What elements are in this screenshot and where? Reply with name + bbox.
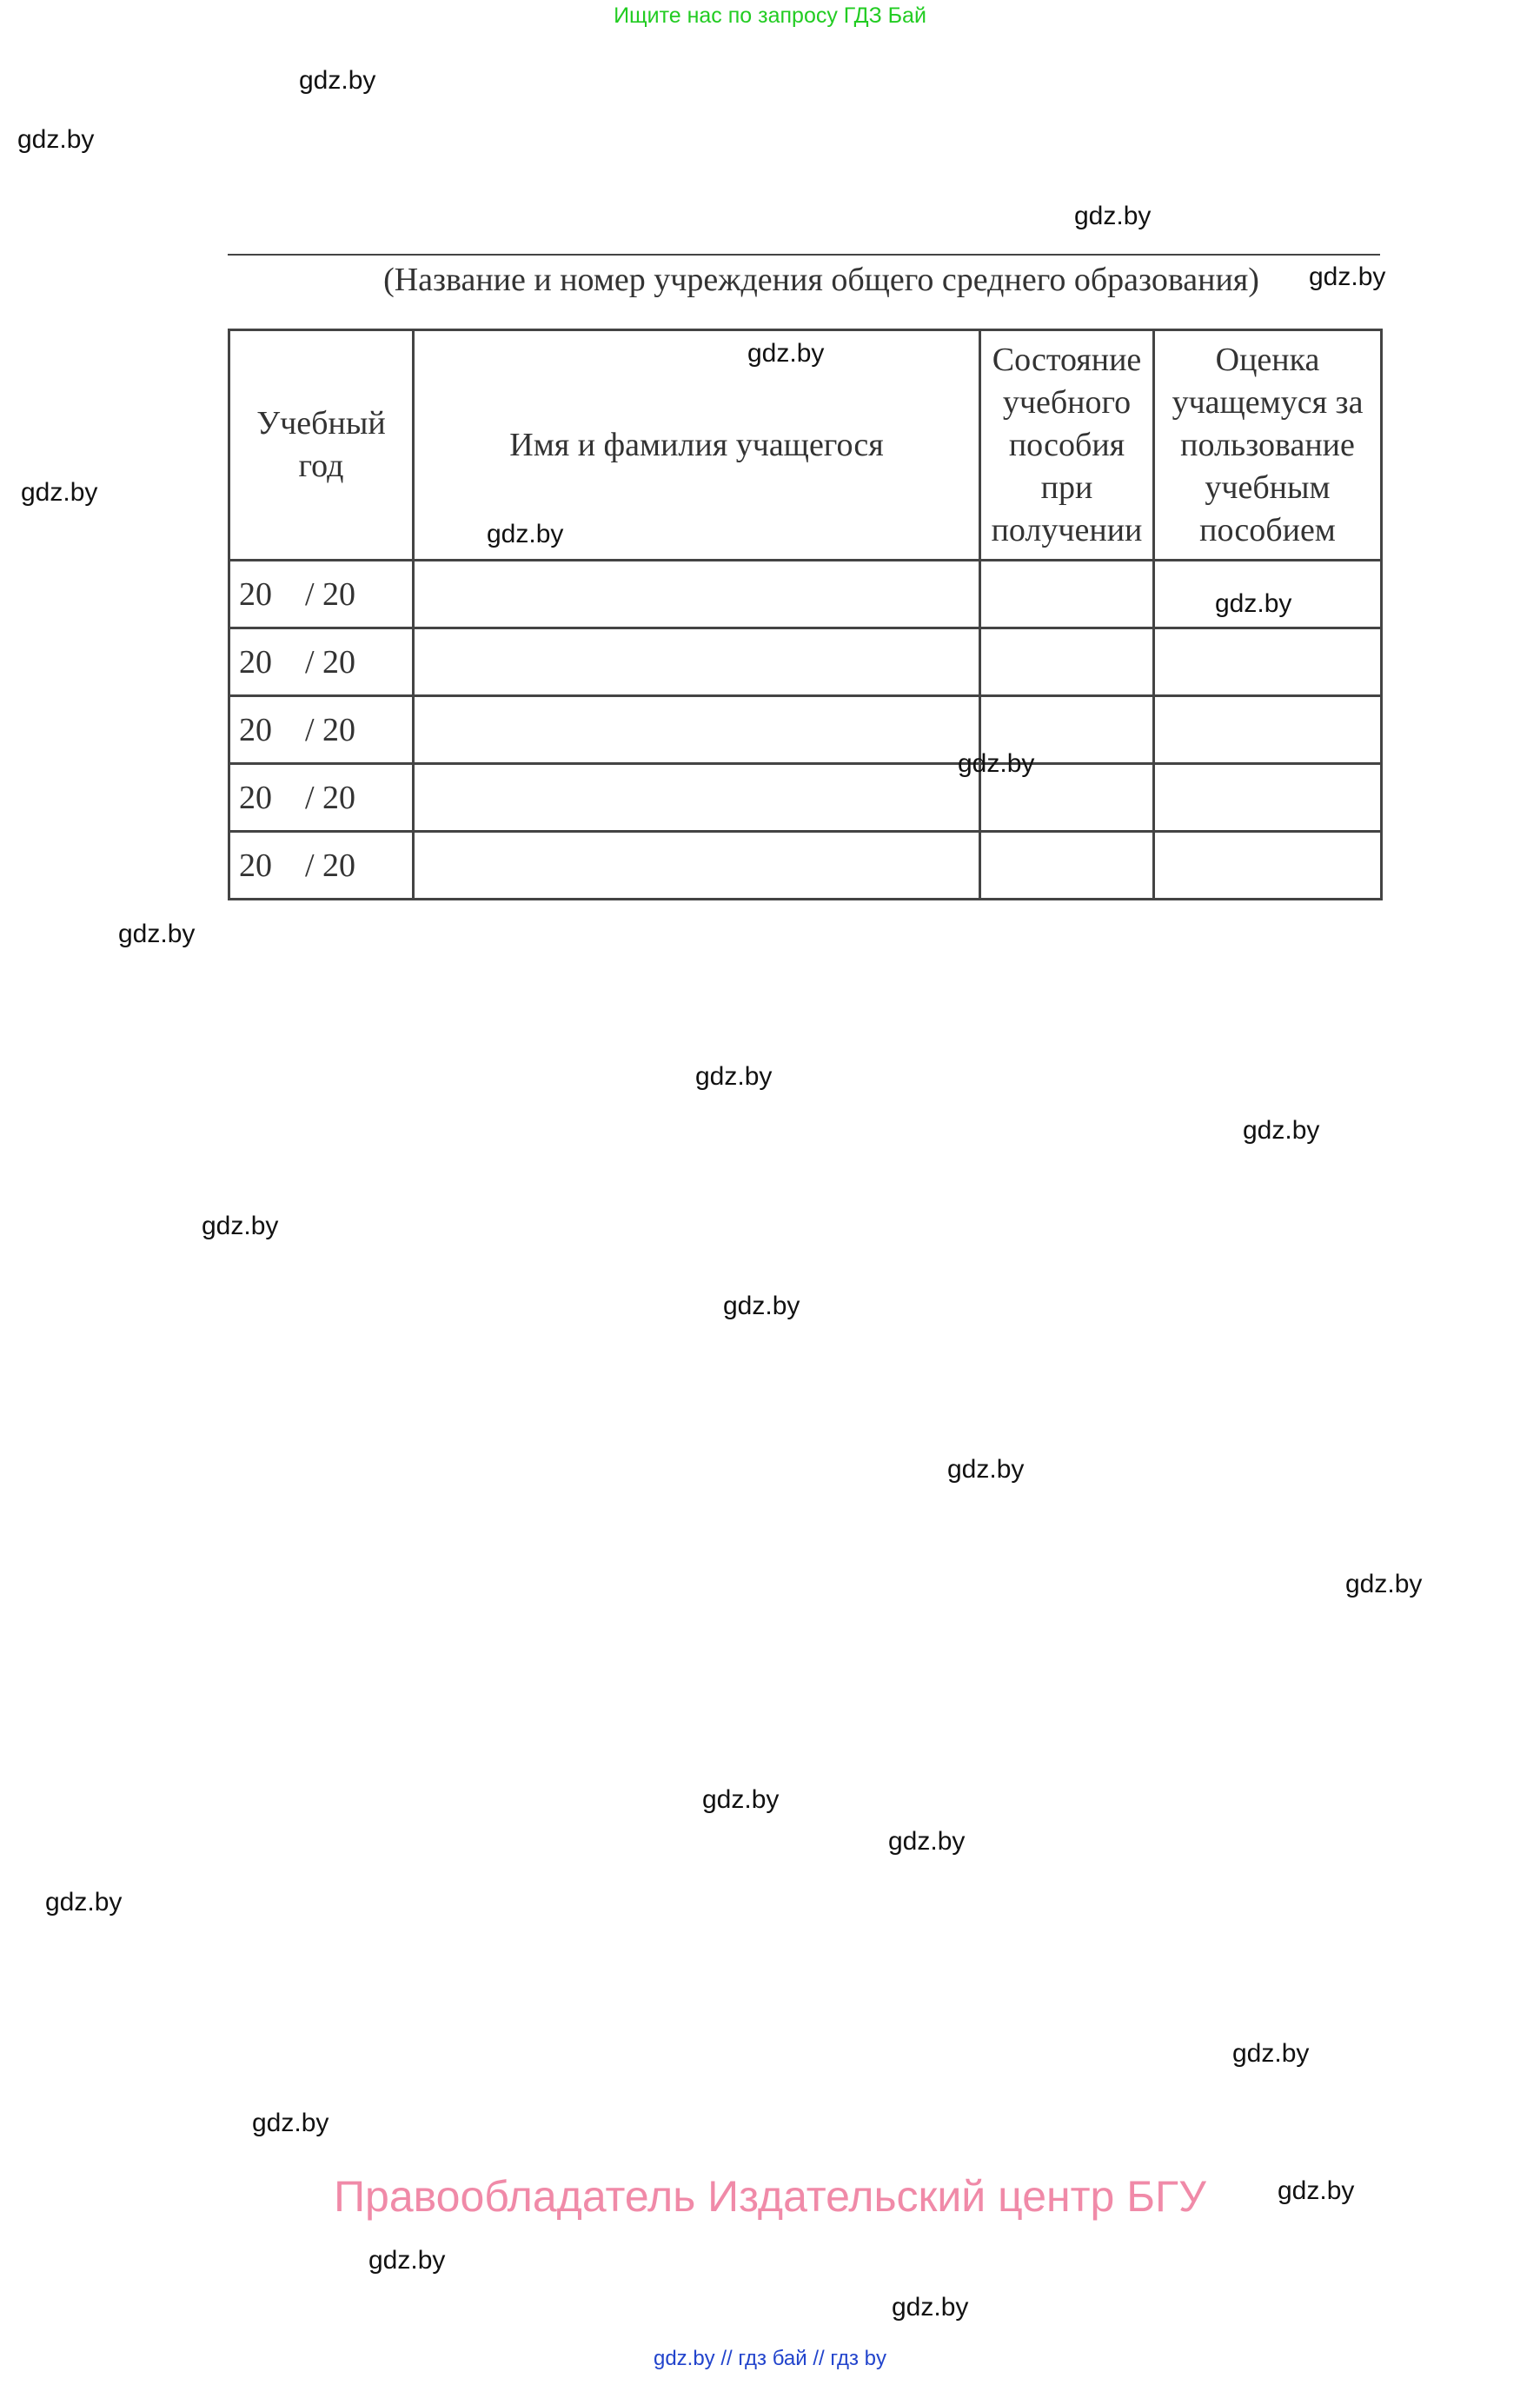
student-name-cell xyxy=(414,764,980,832)
grade-cell xyxy=(1154,832,1382,900)
watermark: gdz.by xyxy=(45,1888,123,1917)
watermark: gdz.by xyxy=(1215,589,1292,618)
watermark: gdz.by xyxy=(1309,262,1386,291)
school-name-caption: (Название и номер учреждения общего среднего образования) xyxy=(383,262,1259,298)
watermark: gdz.by xyxy=(747,339,825,368)
textbook-usage-table xyxy=(228,329,1383,900)
watermark: gdz.by xyxy=(947,1455,1025,1484)
watermark: gdz.by xyxy=(958,749,1035,778)
year-cell: 20 / 20 xyxy=(229,561,414,628)
watermark: gdz.by xyxy=(695,1062,773,1091)
copyright-notice: Правообладатель Издательский центр БГУ xyxy=(334,2172,1206,2221)
condition-cell xyxy=(980,561,1154,628)
header-school-year: Учебный год xyxy=(229,330,414,561)
watermark: gdz.by xyxy=(702,1785,780,1814)
header-student-name: Имя и фамилия учащегося xyxy=(414,330,980,561)
watermark: gdz.by xyxy=(202,1212,279,1240)
condition-cell xyxy=(980,832,1154,900)
grade-cell xyxy=(1154,764,1382,832)
grade-cell xyxy=(1154,628,1382,696)
year-cell: 20 / 20 xyxy=(229,764,414,832)
year-cell: 20 / 20 xyxy=(229,628,414,696)
table-row xyxy=(229,764,1382,832)
watermark: gdz.by xyxy=(17,125,95,154)
grade-cell xyxy=(1154,696,1382,764)
watermark: gdz.by xyxy=(1232,2039,1310,2068)
watermark: gdz.by xyxy=(368,2246,446,2275)
watermark: gdz.by xyxy=(892,2293,969,2322)
header-student-grade: Оценка учащемуся за пользование учебным пособием xyxy=(1154,330,1382,561)
watermark: gdz.by xyxy=(21,478,98,507)
student-name-cell xyxy=(414,696,980,764)
condition-cell xyxy=(980,628,1154,696)
footer-links: gdz.by // гдз бай // гдз by xyxy=(653,2347,887,2370)
table-row xyxy=(229,561,1382,628)
table-row xyxy=(229,628,1382,696)
watermark: gdz.by xyxy=(252,2109,329,2137)
student-name-cell xyxy=(414,628,980,696)
watermark: gdz.by xyxy=(299,66,376,95)
header-condition-on-receipt: Состояние учебного пособия при получении xyxy=(980,330,1154,561)
watermark: gdz.by xyxy=(1345,1570,1423,1598)
student-name-cell xyxy=(414,561,980,628)
watermark: gdz.by xyxy=(487,520,564,548)
watermark: gdz.by xyxy=(888,1827,966,1856)
watermark: gdz.by xyxy=(723,1292,800,1320)
watermark: gdz.by xyxy=(1074,202,1152,230)
watermark: gdz.by xyxy=(1278,2176,1355,2205)
table-row xyxy=(229,696,1382,764)
top-banner: Ищите нас по запросу ГДЗ Бай xyxy=(614,3,926,28)
student-name-cell xyxy=(414,832,980,900)
watermark: gdz.by xyxy=(1243,1116,1320,1145)
watermark: gdz.by xyxy=(118,920,196,948)
year-cell: 20 / 20 xyxy=(229,696,414,764)
school-name-line xyxy=(228,254,1380,256)
table-row xyxy=(229,832,1382,900)
year-cell: 20 / 20 xyxy=(229,832,414,900)
